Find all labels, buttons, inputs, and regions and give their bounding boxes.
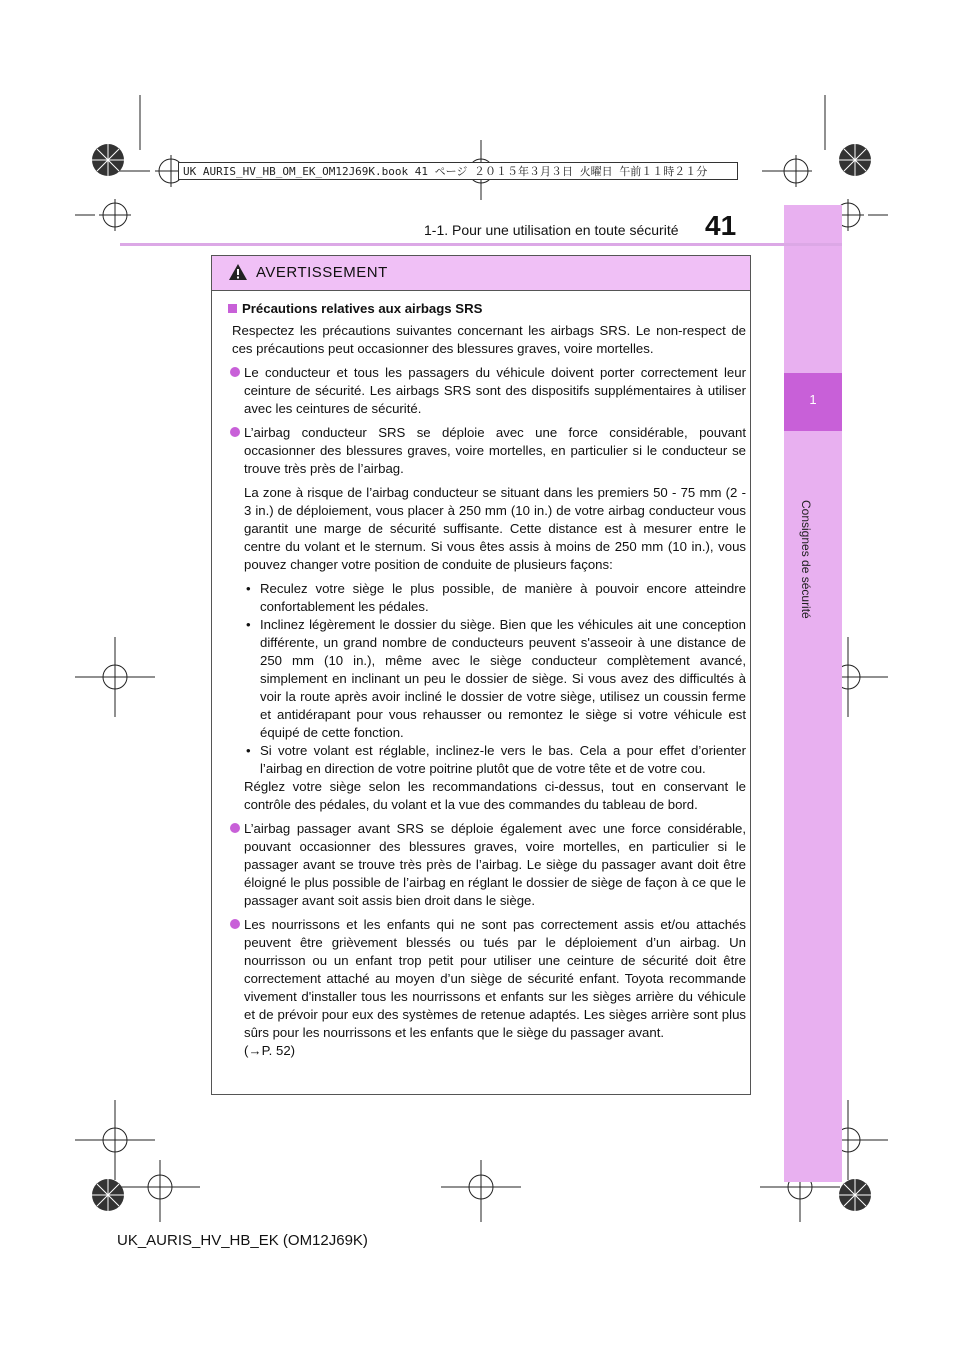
bullet-driver-airbag: L’airbag conducteur SRS se déploie avec une force considérable, pouvant occasionner des blessures graves, voire mortelles, en particulier si le conducteur se trouve très près de l’airbag.: [228, 424, 746, 478]
chapter-number: 1: [809, 392, 817, 407]
driver-position-list: [228, 580, 746, 778]
chapter-label: Consignes de sécurité: [799, 500, 813, 619]
warning-content: [228, 300, 746, 1066]
document-code: UK_AURIS_HV_HB_EK (OM12J69K): [117, 1232, 368, 1249]
round-bullet-icon: [230, 919, 240, 929]
list-item: • Inclinez légèrement le dossier du siège. Bien que les véhicules ait une conception différente, un grand nombre de conducteurs peuvent s'asseoir à une distance de 250 mm (10 in.), même avec le siège conducteur complètement avancé, simplement en inclinant un peu le dossier de siège. Si vous avez des difficultés à voir la route après avoir incliné le dossier de votre siège, utilisez un coussin ferme et antidérapant pour vous rehausser ou remontez le siège si votre véhicule est équipé de cette fonction.: [246, 617, 746, 740]
warning-title: AVERTISSEMENT: [256, 264, 388, 281]
driver-airbag-closing-para: Réglez votre siège selon les recommandations ci-dessus, tout en conservant le contrôle des pédales, du volant et la vue des commandes du tableau de bord.: [244, 779, 746, 812]
bullet-seatbelt: Le conducteur et tous les passagers du véhicule doivent porter correctement leur ceinture de sécurité. Les airbags SRS sont des dispositifs supplémentaires à utiliser avec les ceintures de sécurité.: [228, 364, 746, 418]
warning-intro: Respectez les précautions suivantes concernant les airbags SRS. Le non-respect de ces précautions peut occasionner des blessures graves, voire mortelles.: [232, 323, 746, 356]
page-reference-link[interactable]: (→P. 52): [244, 1043, 296, 1058]
list-item: • Si votre volant est réglable, inclinez-le vers le bas. Cela a pour effet d’orienter l’airbag en direction de votre poitrine plutôt que de votre tête et de votre cou.: [246, 743, 746, 776]
round-bullet-icon: [230, 427, 240, 437]
list-item: • Reculez votre siège le plus possible, de manière à pouvoir encore atteindre confortablement les pédales.: [246, 581, 746, 614]
round-bullet-icon: [230, 823, 240, 833]
driver-airbag-distance-para: La zone à risque de l’airbag conducteur se situant dans les premiers 50 - 75 mm (2 - 3 in.) de déploiement, vous placer à 250 mm (10 in.) de votre airbag conducteur vous garantit une marge de sécurité suffisante. Cette distance est à mesurer entre le centre du volant et le sternum. Si vous êtes assis à moins de 250 mm (10 in.), vous pouvez changer votre position de conduite de plusieurs façons:: [244, 485, 746, 572]
section-title: 1-1. Pour une utilisation en toute sécurité: [424, 222, 679, 238]
bullet-children: Les nourrissons et les enfants qui ne sont pas correctement assis et/ou attachés peuvent être grièvement blessés ou tués par le déploiement d’un airbag. Un nourrisson ou un enfant trop petit pour utiliser une ceinture de sécurité doit être correctement attaché au moyen d’un siège de sécurité enfant. Toyota recommande vivement d'installer tous les nourrissons et enfants sur les sièges arrière du véhicule et de prévoir pour eux des systèmes de retenue adaptés. Les sièges arrière sont plus sûrs pour les nourrissons et les enfants que le siège du passager avant. (→P. 52): [228, 916, 746, 1060]
page-number: 41: [705, 210, 737, 241]
print-job-header: UK AURIS_HV_HB_OM_EK_OM12J69K.book 41 ページ ２０１５年３月３日 火曜日 午前１１時２１分: [178, 162, 738, 180]
warning-heading: Précautions relatives aux airbags SRS: [228, 300, 746, 318]
side-tab: [784, 205, 842, 1182]
bullet-passenger-airbag: L’airbag passager avant SRS se déploie également avec une force considérable, pouvant occasionner des blessures graves, voire mortelles, en particulier si le passager avant se trouve très près de l’airbag. Le siège du passager avant doit être éloigné le plus possible de l’airbag en réglant le dossier de siège de façon à ce que le passager avant soit assis bien droit dans le siège.: [228, 820, 746, 910]
warning-header: [212, 256, 750, 291]
header-rule: [120, 243, 842, 246]
warning-triangle-icon: [228, 263, 248, 281]
square-bullet-icon: [228, 304, 237, 313]
round-bullet-icon: [230, 367, 240, 377]
warning-box: [211, 255, 751, 1095]
